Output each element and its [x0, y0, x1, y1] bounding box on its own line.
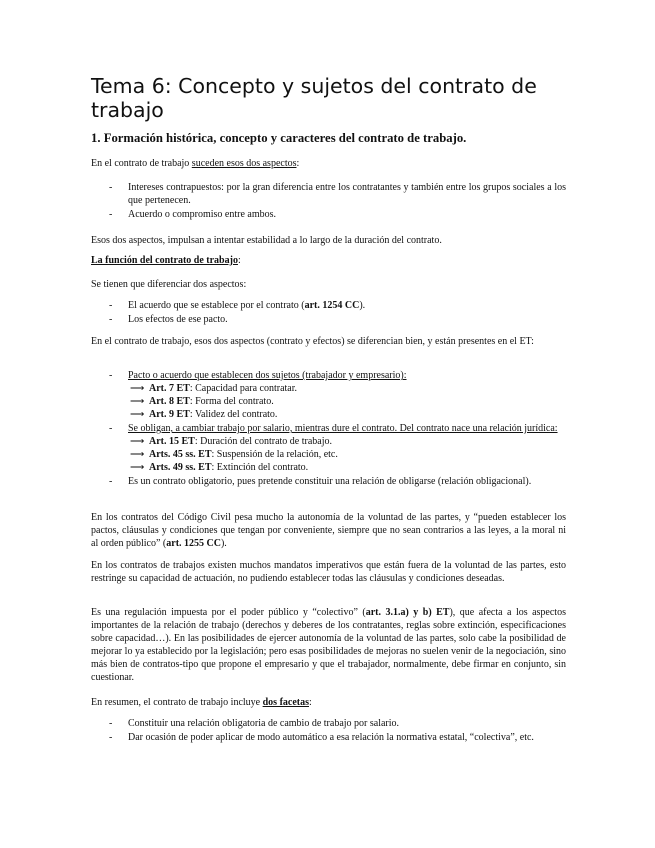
- bold-text: Art. 7 ET: [149, 383, 190, 394]
- text: : Forma del contrato.: [189, 396, 274, 407]
- bullet-dash: -: [109, 732, 113, 743]
- sublist: [91, 382, 566, 421]
- paragraph-codigo-civil: [91, 511, 566, 550]
- text: ), que afecta a los aspectos importantes de la relación de trabajo (derechos y deberes de los contratantes, reglas sobre extinción, especificaciones sobre capacidad…). En las posibilidades de ejercer autonomía de la voluntad de las partes, solo cabe la posibilidad de mejorar lo ya establecido por la legislación; pero esas posibilidades de mejoras no suelen venir de la negociación, sino más bien de contratos-tipo que propone el empresario y que el trabajador, normalmente, debe firmar en conjunto, sin cuestionar.: [91, 607, 566, 683]
- text: :: [237, 255, 241, 266]
- list-item: [91, 717, 566, 730]
- text: : Capacidad para contratar.: [189, 383, 298, 394]
- underlined-text: Se obligan, a cambiar trabajo por salario, mientras dure el contrato. Del contrato nace una relación jurídica:: [128, 423, 558, 434]
- list-item-text: Acuerdo o compromiso entre ambos.: [128, 209, 277, 220]
- arrow-icon: ⟶: [130, 436, 145, 447]
- paragraph-function: [91, 254, 566, 267]
- sublist-item: [91, 435, 566, 448]
- list-item: [91, 208, 566, 221]
- list-et-articles: [91, 369, 566, 488]
- paragraph-regulacion: [91, 606, 566, 684]
- page-title: Tema 6: Concepto y sujetos del contrato de trabajo: [91, 74, 537, 122]
- text: ).: [359, 300, 366, 311]
- list-item: [91, 369, 566, 421]
- bullet-dash: -: [109, 370, 113, 381]
- sublist-item: [91, 395, 566, 408]
- bold-text: Art. 9 ET: [149, 409, 190, 420]
- section-heading: 1. Formación histórica, concepto y caracteres del contrato de trabajo.: [91, 131, 467, 145]
- bold-text: art. 1255 CC: [166, 538, 221, 549]
- sublist-item: [91, 382, 566, 395]
- text: En los contratos del Código Civil pesa mucho la autonomía de la voluntad de las partes, y “pueden establecer los pactos, cláusulas y condiciones que tengan por conveniente, siempre que no sean contrarios a las leyes, a la moral ni al orden público” (: [91, 512, 566, 549]
- list-item: [91, 313, 566, 326]
- bullet-dash: -: [109, 182, 113, 193]
- underlined-bold-text: La función del contrato de trabajo: [91, 255, 238, 266]
- bold-text: Art. 15 ET: [149, 436, 195, 447]
- list-two-aspects: [91, 299, 566, 326]
- paragraph-stability: Esos dos aspectos, impulsan a intentar estabilidad a lo largo de la duración del contrato.: [91, 235, 442, 246]
- arrow-icon: ⟶: [130, 396, 145, 407]
- bullet-dash: -: [109, 423, 113, 434]
- list-item-text: Es un contrato obligatorio, pues pretende constituir una relación de obligarse (relación obligacional).: [128, 476, 532, 487]
- paragraph-imperativos: En los contratos de trabajos existen muchos mandatos imperativos que están fuera de la voluntad de las partes, esto restringe su capacidad de actuación, no pudiendo establecer todas las cláusulas y condiciones deseadas.: [91, 560, 566, 584]
- bold-text: Art. 8 ET: [149, 396, 190, 407]
- sublist-item: [91, 461, 566, 474]
- bold-text: Arts. 49 ss. ET: [149, 462, 212, 473]
- paragraph-resumen: [91, 696, 566, 709]
- underlined-text: Pacto o acuerdo que establecen dos sujetos (trabajador y empresario):: [128, 370, 407, 381]
- text: En resumen, el contrato de trabajo incluye: [91, 697, 263, 708]
- bullet-dash: -: [109, 314, 113, 325]
- bullet-dash: -: [109, 300, 113, 311]
- sublist-item: [91, 408, 566, 421]
- arrow-icon: ⟶: [130, 449, 145, 460]
- list-item-text: Constituir una relación obligatoria de cambio de trabajo por salario.: [128, 718, 400, 729]
- text: En el contrato de trabajo: [91, 158, 192, 169]
- text: : Extinción del contrato.: [211, 462, 309, 473]
- bullet-dash: -: [109, 476, 113, 487]
- text: :: [296, 158, 300, 169]
- arrow-icon: ⟶: [130, 383, 145, 394]
- text: El acuerdo que se establece por el contrato (: [128, 300, 305, 311]
- sublist: [91, 435, 566, 474]
- text: Es una regulación impuesta por el poder público y “colectivo” (: [91, 607, 366, 618]
- bullet-dash: -: [109, 209, 113, 220]
- bold-text: Arts. 45 ss. ET: [149, 449, 212, 460]
- bullet-dash: -: [109, 718, 113, 729]
- underlined-bold-text: dos facetas: [262, 697, 309, 708]
- list-item: [91, 299, 566, 312]
- arrow-icon: ⟶: [130, 409, 145, 420]
- list-item: [91, 422, 566, 474]
- text: : Duración del contrato de trabajo.: [194, 436, 333, 447]
- list-aspects: [91, 181, 566, 221]
- list-item: [91, 731, 566, 744]
- text: ).: [220, 538, 227, 549]
- list-item: [91, 475, 566, 488]
- list-item-text: Intereses contrapuestos: por la gran diferencia entre los contratantes y también entre los grupos sociales a los que pertenecen.: [128, 182, 566, 206]
- list-item-text: Los efectos de ese pacto.: [128, 314, 228, 325]
- text: : Validez del contrato.: [189, 409, 278, 420]
- underlined-text: suceden esos dos aspectos: [191, 158, 297, 169]
- paragraph-differentiate: Se tienen que diferenciar dos aspectos:: [91, 279, 247, 290]
- bold-text: art. 3.1.a) y b) ET: [365, 607, 450, 618]
- sublist-item: [91, 448, 566, 461]
- list-item-text: Dar ocasión de poder aplicar de modo automático a esa relación la normativa estatal, “colectiva”, etc.: [128, 732, 534, 743]
- list-facetas: [91, 717, 566, 744]
- paragraph-et: En el contrato de trabajo, esos dos aspectos (contrato y efectos) se diferencian bien, y están presentes en el ET:: [91, 336, 534, 347]
- bold-text: art. 1254 CC: [304, 300, 360, 311]
- text: : Suspensión de la relación, etc.: [211, 449, 338, 460]
- text: :: [309, 697, 312, 708]
- paragraph-intro: [91, 157, 566, 170]
- arrow-icon: ⟶: [130, 462, 145, 473]
- list-item: [91, 181, 566, 207]
